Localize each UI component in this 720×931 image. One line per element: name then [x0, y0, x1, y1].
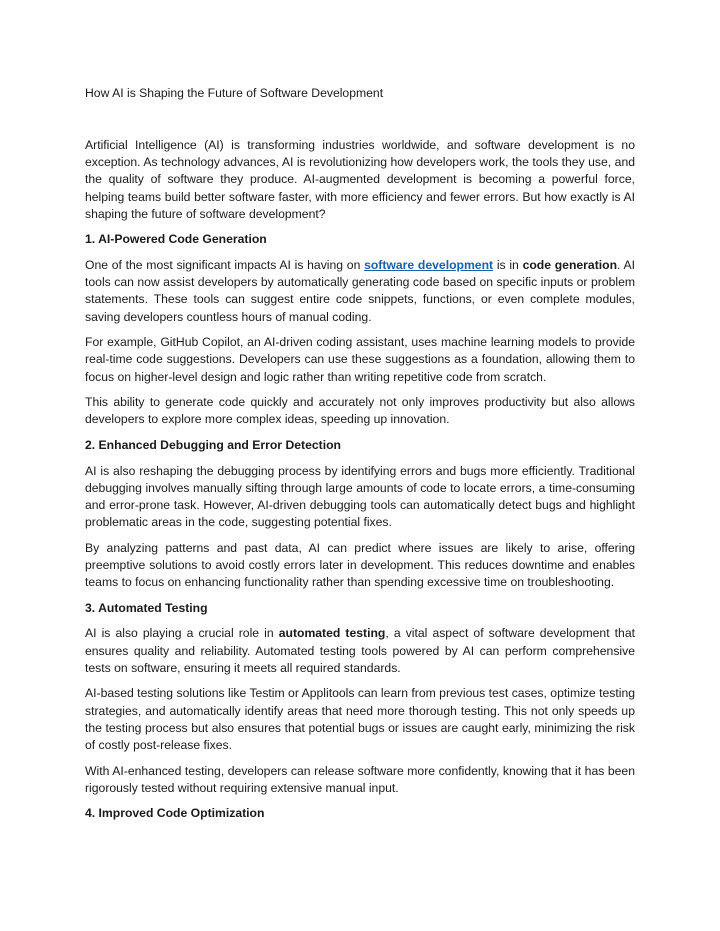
intro-paragraph: Artificial Intelligence (AI) is transforming industries worldwide, and software development is no exception. As technology advances, AI is revolutionizing how developers work, the tools they use, and the quality of software they produce. AI-augmented development is becoming a powerful force, helping teams build better software faster, with more efficiency and fewer errors. But how exactly is AI shaping the future of software development? [85, 138, 635, 221]
section-1-text-between: is in [493, 258, 523, 272]
document-title: How AI is Shaping the Future of Software Development [85, 86, 384, 100]
section-3-text-after: , a vital aspect of software development that ensures quality and reliability. Automated testing tools powered by AI can perform comprehensive tests on software, ensuring it meets all required standards. [85, 626, 635, 675]
section-1-paragraph-3: This ability to generate code quickly and accurately not only improves productivity but also allows developers to explore more complex ideas, speeding up innovation. [85, 395, 635, 427]
section-1-text-before-link: One of the most significant impacts AI is having on [85, 258, 365, 272]
section-3-heading: 3. Automated Testing [85, 600, 208, 615]
section-3-paragraph-2: AI-based testing solutions like Testim or Applitools can learn from previous test cases, optimize testing strategies, and automatically identify areas that need more thorough testing. This not only speeds up the testing process but also ensures that potential bugs or issues are caught early, minimizing the risk of costly post-release fixes. [85, 686, 635, 752]
section-1-paragraph-1 [85, 257, 635, 326]
section-2-heading: 2. Enhanced Debugging and Error Detection [85, 438, 341, 452]
section-2-paragraph-1: AI is also reshaping the debugging process by identifying errors and bugs more efficiently. Traditional debugging involves manually sifting through large amounts of code to locate errors, a time-consuming and error-prone task. However, AI-driven debugging tools can automatically detect bugs and highlight problematic areas in the code, suggesting potential fixes. [85, 463, 635, 530]
section-1-heading: 1. AI-Powered Code Generation [85, 232, 267, 247]
section-1-text-after: . AI tools can now assist developers by automatically generating code based on specific inputs or problem statements. These tools can suggest entire code snippets, functions, or even complete modules, saving developers countless hours of manual coding. [85, 258, 635, 324]
document-body [85, 137, 635, 831]
code-generation-bold: code generation [522, 258, 618, 272]
section-4-heading: 4. Improved Code Optimization [85, 806, 265, 821]
section-1-paragraph-2: For example, GitHub Copilot, an AI-driven coding assistant, uses machine learning models to provide real-time code suggestions. Developers can use these suggestions as a foundation, allowing them to focus on higher-level design and logic rather than writing repetitive code from scratch. [85, 335, 635, 384]
section-3-paragraph-3: With AI-enhanced testing, developers can release software more confidently, knowing that it has been rigorously tested without requiring extensive manual input. [85, 763, 635, 795]
section-2-paragraph-2: By analyzing patterns and past data, AI can predict where issues are likely to arise, offering preemptive solutions to avoid costly errors later in development. This reduces downtime and enables teams to focus on enhancing functionality rather than spending excessive time on troubleshooting. [85, 540, 635, 590]
section-3-paragraph-1 [85, 625, 635, 677]
automated-testing-bold: automated testing [278, 626, 386, 641]
section-3-text-before: AI is also playing a crucial role in [85, 626, 279, 641]
software-development-link[interactable]: software development [364, 258, 494, 272]
